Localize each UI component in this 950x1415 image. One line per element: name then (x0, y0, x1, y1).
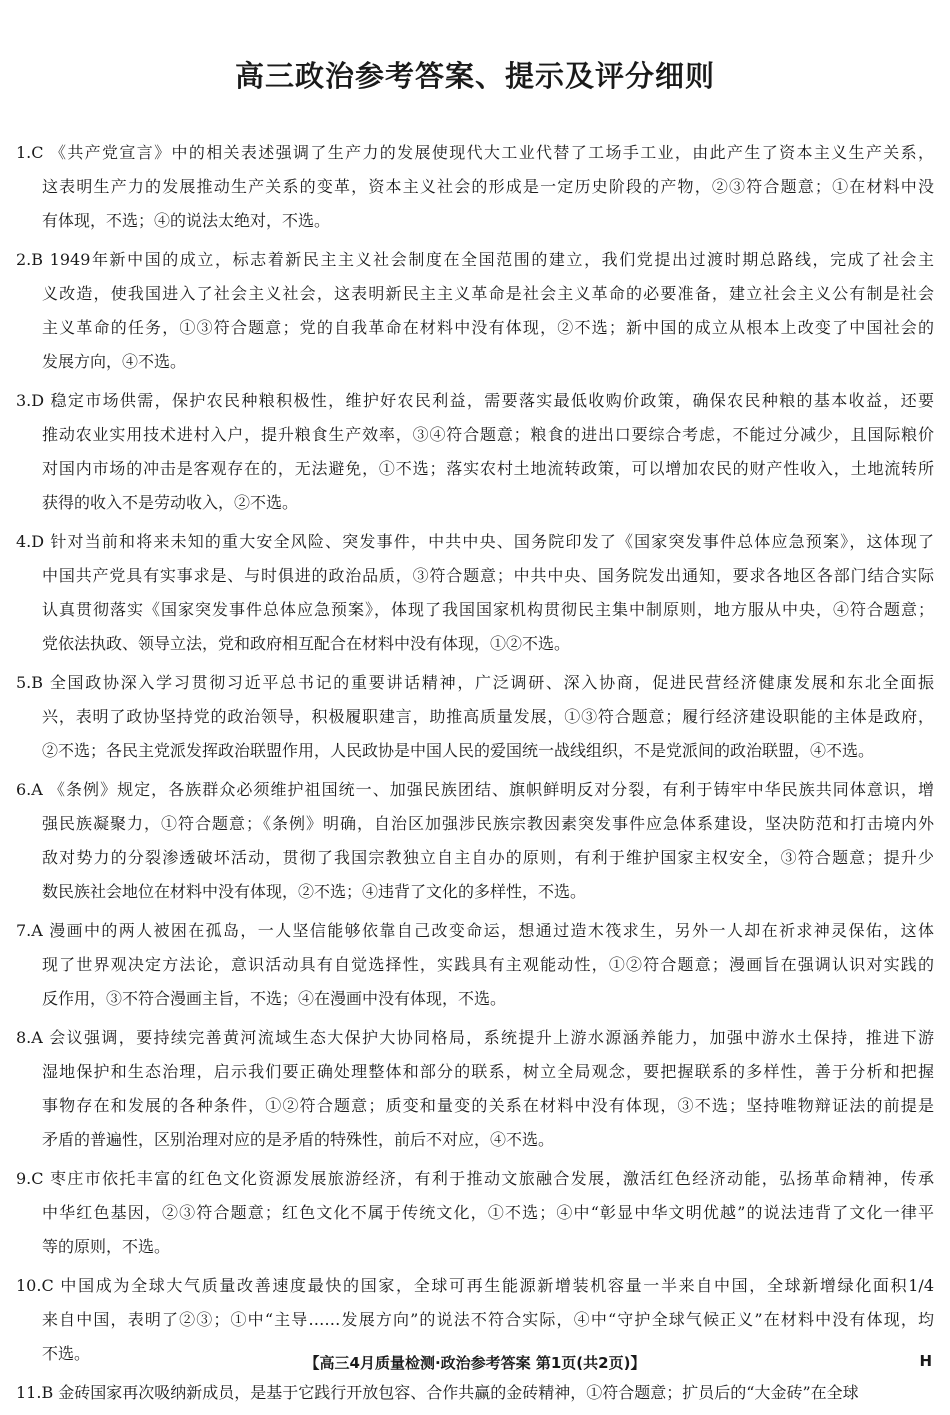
answer-line: ②不选；各民主党派发挥政治联盟作用，人民政协是中国人民的爱国统一战线组织，不是党派间的政治联盟，④不选。 (42, 741, 875, 760)
answer-item (16, 1376, 934, 1410)
answer-line: 对国内市场的冲击是客观存在的，无法避免，①不选；落实农村土地流转政策，可以增加农民的财产性收入，土地流转所 (42, 459, 934, 478)
footer-text: 【高三4月质量检测·政治参考答案 第1页(共2页)】 (304, 1354, 646, 1372)
answer-item (16, 1162, 934, 1264)
answer-line: 义改造，使我国进入了社会主义社会，这表明新民主主义革命是社会主义革命的必要准备，建立社会主义公有制是社会 (42, 284, 934, 303)
answer-line: 不选。 (42, 1344, 91, 1363)
answer-line: 推动农业实用技术进村入户，提升粮食生产效率，③④符合题意；粮食的进出口要综合考虑，不能过分减少，且国际粮价 (42, 425, 934, 444)
page-title: 高三政治参考答案、提示及评分细则 (234, 59, 715, 93)
answer-line: 数民族社会地位在材料中没有体现，②不选；④违背了文化的多样性，不选。 (42, 882, 587, 901)
answer-line: 这表明生产力的发展推动生产关系的变革，资本主义社会的形成是一定历史阶段的产物，②③符合题意；①在材料中没 (42, 177, 934, 196)
answer-line: 9.C 枣庄市依托丰富的红色文化资源发展旅游经济，有利于推动文旅融合发展，激活红色经济动能，弘扬革命精神，传承 (16, 1169, 934, 1188)
answer-line: 矛盾的普遍性，区别治理对应的是矛盾的特殊性，前后不对应，④不选。 (42, 1130, 555, 1149)
answer-item (16, 525, 934, 661)
answer-line: 强民族凝聚力，①符合题意；《条例》明确，自治区加强涉民族宗教因素突发事件应急体系建设，坚决防范和打击境内外 (42, 814, 934, 833)
answer-line: 3.D 稳定市场供需，保护农民种粮积极性，维护好农民利益，需要落实最低收购价政策，确保农民种粮的基本收益，还要 (16, 391, 934, 410)
answer-line: 2.B 1949年新中国的成立，标志着新民主主义社会制度在全国范围的建立，我们党提出过渡时期总路线，完成了社会主 (16, 250, 934, 269)
answer-line: 发展方向，④不选。 (42, 352, 187, 371)
answer-line: 5.B 全国政协深入学习贯彻习近平总书记的重要讲话精神，广泛调研、深入协商，促进民营经济健康发展和东北全面振 (16, 673, 934, 692)
answer-item (16, 666, 934, 768)
answer-item (16, 914, 934, 1016)
answer-item (16, 773, 934, 909)
answer-line: 党依法执政、领导立法，党和政府相互配合在材料中没有体现，①②不选。 (42, 634, 571, 653)
answer-item (16, 243, 934, 379)
answer-line: 等的原则，不选。 (42, 1237, 171, 1256)
answer-line: 8.A 会议强调，要持续完善黄河流域生态大保护大协同格局，系统提升上游水源涵养能力，加强中游水土保持，推进下游 (16, 1028, 934, 1047)
answer-line: 现了世界观决定方法论，意识活动具有自觉选择性，实践具有主观能动性，①②符合题意；漫画旨在强调认识对实践的 (42, 955, 934, 974)
answer-item (16, 384, 934, 520)
answer-line: 6.A 《条例》规定，各族群众必须维护祖国统一、加强民族团结、旗帜鲜明反对分裂，有利于铸牢中华民族共同体意识，增 (16, 780, 934, 799)
answer-line: 获得的收入不是劳动收入，②不选。 (42, 493, 299, 512)
answer-line: 事物存在和发展的各种条件，①②符合题意；质变和量变的关系在材料中没有体现，③不选；坚持唯物辩证法的前提是 (42, 1096, 934, 1115)
answer-line: 7.A 漫画中的两人被困在孤岛，一人坚信能够依靠自己改变命运，想通过造木筏求生，另外一人却在祈求神灵保佑，这体 (16, 921, 934, 940)
answer-line: 中华红色基因，②③符合题意；红色文化不属于传统文化，①不选；④中“彰显中华文明优越”的说法违背了文化一律平 (42, 1203, 934, 1222)
answer-line: 有体现，不选；④的说法太绝对，不选。 (42, 211, 331, 230)
answer-line: 1.C 《共产党宣言》中的相关表述强调了生产力的发展使现代大工业代替了工场手工业，由此产生了资本主义生产关系， (16, 143, 934, 162)
footer-version-mark: H (919, 1352, 932, 1370)
answer-line: 11.B 金砖国家再次吸纳新成员，是基于它践行开放包容、合作共赢的金砖精神，①符合题意；扩员后的“大金砖”在全球 (16, 1383, 859, 1402)
answer-line: 湿地保护和生态治理，启示我们要正确处理整体和部分的联系，树立全局观念，要把握联系的多样性，善于分析和把握 (42, 1062, 934, 1081)
answer-line: 10.C 中国成为全球大气质量改善速度最快的国家，全球可再生能源新增装机容量一半来自中国，全球新增绿化面积1/4 (16, 1276, 934, 1295)
answer-line: 敌对势力的分裂渗透破坏活动，贯彻了我国宗教独立自主自办的原则，有利于维护国家主权安全，③符合题意；提升少 (42, 848, 934, 867)
answer-item (16, 136, 934, 238)
answer-line: 兴，表明了政协坚持党的政治领导，积极履职建言，助推高质量发展，①③符合题意；履行经济建设职能的主体是政府， (42, 707, 934, 726)
answer-item (16, 1021, 934, 1157)
answer-line: 中国共产党具有实事求是、与时俱进的政治品质，③符合题意；中共中央、国务院发出通知，要求各地区各部门结合实际 (42, 566, 934, 585)
answer-line: 主义革命的任务，①③符合题意；党的自我革命在材料中没有体现，②不选；新中国的成立从根本上改变了中国社会的 (42, 318, 934, 337)
answer-line: 来自中国，表明了②③；①中“主导……发展方向”的说法不符合实际，④中“守护全球气候正义”在材料中没有体现，均 (42, 1310, 934, 1329)
answer-line: 4.D 针对当前和将来未知的重大安全风险、突发事件，中共中央、国务院印发了《国家突发事件总体应急预案》，这体现了 (16, 532, 934, 551)
answer-line: 反作用，③不符合漫画主旨，不选；④在漫画中没有体现，不选。 (42, 989, 507, 1008)
answer-line: 认真贯彻落实《国家突发事件总体应急预案》，体现了我国国家机构贯彻民主集中制原则，地方服从中央，④符合题意； (42, 600, 934, 619)
answer-list (16, 136, 934, 1415)
